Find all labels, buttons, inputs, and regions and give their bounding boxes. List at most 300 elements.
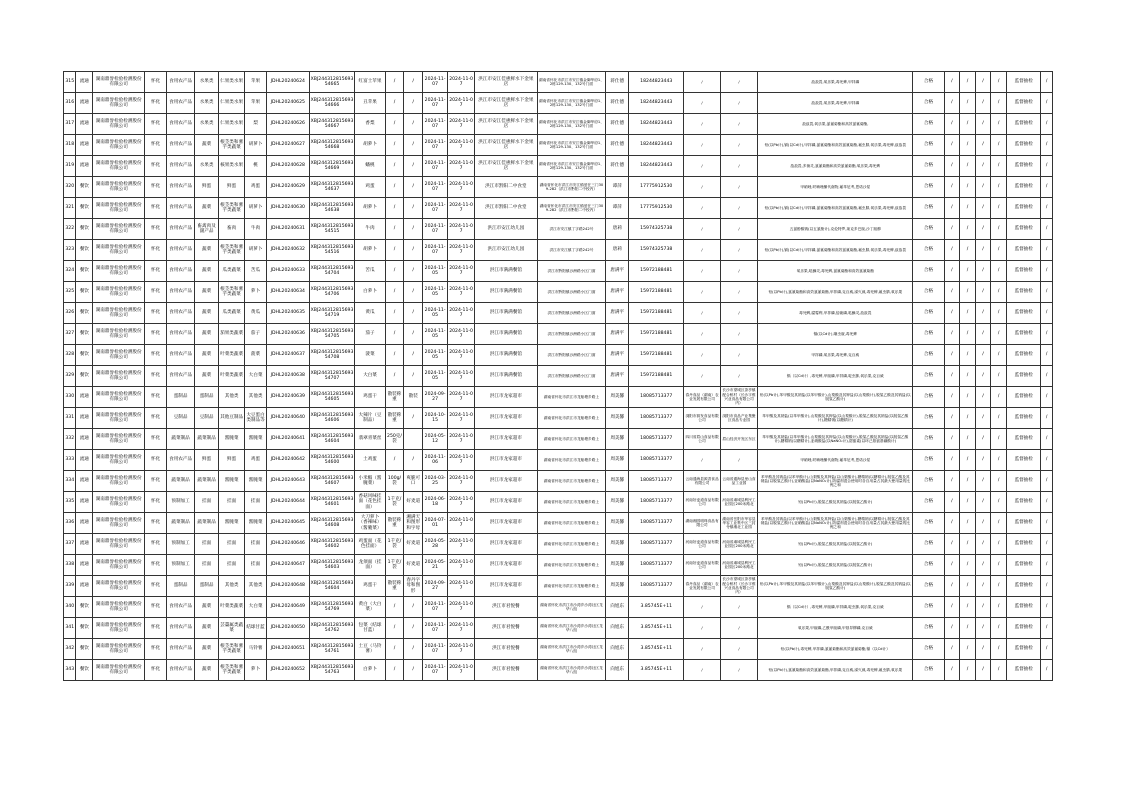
table-row [64,156,1053,177]
cell-cat1: 蔬菜 [195,639,219,660]
cell-report: XBJ24431281569354604 [309,429,355,450]
cell-sampledUnit: 洪江市龙家超市 [475,450,537,471]
cell-cat2: 仁果类水果 [219,72,245,93]
cell-sample: JDHL20240638 [266,366,309,387]
cell-link: 餐饮 [76,303,93,324]
cell-items: 五氯酚酸钠(以五氯酚计),克伦特罗,莱克多巴胺,沙丁胺醇 [758,219,913,240]
cell-report: XBJ24431281569354769 [309,597,355,618]
cell-c2: / [960,177,976,198]
cell-cat1: 蔬菜 [195,660,219,681]
cell-name: 蟠桃 [355,156,385,177]
cell-c1: / [944,93,960,114]
cell-brand: 散装称重 [385,513,404,534]
cell-place: 怀化 [145,660,167,681]
cell-mfr: / [684,345,720,366]
cell-phone: 18085713377 [629,534,684,555]
cell-cat2: 根茎类和薯芋类蔬菜 [219,639,245,660]
cell-c2: / [960,576,976,597]
cell-spec: / [404,324,423,345]
cell-sampledUnit: 洪江市龙家超市 [475,534,537,555]
cell-type: 食用农产品 [167,135,195,156]
cell-cat3: 苦瓜 [245,261,267,282]
cell-mfr: / [684,198,720,219]
cell-link: 餐饮 [76,597,93,618]
cell-org: 湖南鼎誉检验检测股份有限公司 [93,576,145,597]
cell-type: 食用农产品 [167,597,195,618]
cell-prodDate: 2024-11-07 [423,114,448,135]
cell-c3: / [975,240,991,261]
cell-cat1: 蛋制品 [195,576,219,597]
cell-name: 白萝卜 [355,282,385,303]
cell-mfr: 四川省眉山食品有限公司 [684,429,720,450]
cell-task: 监督抽检 [1007,534,1041,555]
cell-sampledUnit: 洪江市满满餐馆 [475,366,537,387]
cell-cat1: 蔬菜 [195,366,219,387]
cell-cat1: 挂面 [195,492,219,513]
cell-c3: / [975,387,991,408]
cell-items: 铅(以Pb计),氯氰菊酯和高效氯氰菊酯,甲拌磷,克百威,涕灭威,毒死蜱,氟虫腈,氧乐果 [758,660,913,681]
cell-report: XBJ24431281569354761 [309,639,355,660]
cell-sample: JDHL20240650 [266,618,309,639]
cell-sample: JDHL20240651 [266,639,309,660]
cell-sampleDate: 2024-11-07 [448,72,475,93]
cell-c4: / [991,597,1007,618]
cell-person: 蒋仕德 [606,93,629,114]
cell-spec: 湘满天和图形和字母 [404,513,423,534]
table-row [64,324,1053,345]
cell-seq: 321 [64,198,76,219]
cell-spec: 好麦道 [404,492,423,513]
cell-org: 湖南鼎誉检验检测股份有限公司 [93,156,145,177]
cell-note: / [1041,114,1053,135]
cell-seq: 323 [64,240,76,261]
cell-org: 湖南鼎誉检验检测股份有限公司 [93,72,145,93]
cell-note: / [1041,534,1053,555]
cell-result: 合格 [913,408,944,429]
cell-unitAddr: 洪江市黔阳镇沙洲路小区门面 [537,324,606,345]
cell-brand: / [385,135,404,156]
cell-brand: / [385,639,404,660]
cell-items: 铅(以Pb计),镉(以Cd计),甲拌磷,氯氰菊酯和高效氯氰菊酯,氟虫腈,氧乐果,毒死蜱,敌敌畏 [758,240,913,261]
cell-prodDate: 2024-11-05 [423,303,448,324]
cell-place: 怀化 [145,156,167,177]
cell-c3: / [975,450,991,471]
cell-seq: 340 [64,597,76,618]
cell-c3: / [975,618,991,639]
cell-org: 湖南鼎誉检验检测股份有限公司 [93,555,145,576]
cell-sampleDate: 2024-11-07 [448,429,475,450]
cell-spec: / [404,93,423,114]
cell-person: 唐满平 [606,303,629,324]
cell-sample: JDHL20240649 [266,597,309,618]
cell-prodDate: 2024-11-07 [423,660,448,681]
cell-cat2: 其他类 [219,387,245,408]
cell-result: 合格 [913,534,944,555]
cell-c3: / [975,261,991,282]
cell-mfrAddr: / [720,366,757,387]
cell-sample: JDHL20240627 [266,135,309,156]
cell-seq: 320 [64,177,76,198]
cell-brand: 250克/袋 [385,429,404,450]
cell-prodDate: 2024-05-21 [423,555,448,576]
cell-place: 怀化 [145,492,167,513]
cell-org: 湖南鼎誉检验检测股份有限公司 [93,114,145,135]
cell-place: 怀化 [145,576,167,597]
cell-c4: / [991,492,1007,513]
cell-c2: / [960,93,976,114]
cell-name: 大刀萝卜（香辣味）（酱腌菜） [355,513,385,534]
cell-brand: / [385,303,404,324]
cell-spec: / [404,303,423,324]
cell-c3: / [975,660,991,681]
cell-items: 铅(以Pb计),苯甲酸及其钠盐(以苯甲酸计),山梨酸及其钾盐(以山梨酸计),脱氢乙酸及其钠盐(以脱氢乙酸计) [758,576,913,597]
cell-c4: / [991,324,1007,345]
table-row [64,282,1053,303]
cell-person: 周美馨 [606,555,629,576]
cell-brand: / [385,219,404,240]
cell-cat1: 蔬菜 [195,303,219,324]
cell-c3: / [975,198,991,219]
cell-place: 怀化 [145,387,167,408]
cell-result: 合格 [913,303,944,324]
cell-sampleDate: 2024-11-07 [448,513,475,534]
cell-c1: / [944,597,960,618]
cell-link: 餐饮 [76,660,93,681]
cell-cat3: 萝卜 [245,282,267,303]
cell-sampleDate: 2024-11-07 [448,114,475,135]
cell-sampledUnit: 洪江市龙家超市 [475,555,537,576]
cell-org: 湖南鼎誉检验检测股份有限公司 [93,387,145,408]
cell-person: 唐莉 [606,240,629,261]
cell-seq: 336 [64,513,76,534]
cell-c4: / [991,366,1007,387]
cell-sampledUnit: 洪江市安江幼儿园 [475,240,537,261]
cell-name: 大辣片（豆制品） [355,408,385,429]
cell-cat3: 菠菜 [245,345,267,366]
cell-seq: 343 [64,660,76,681]
cell-brand: / [385,282,404,303]
cell-spec: / [404,261,423,282]
cell-c4: / [991,534,1007,555]
cell-cat3: 茄子 [245,324,267,345]
cell-c2: / [960,387,976,408]
cell-name: 胡萝卜 [355,135,385,156]
cell-cat1: 蛋制品 [195,387,219,408]
cell-org: 湖南鼎誉检验检测股份有限公司 [93,324,145,345]
cell-c3: / [975,282,991,303]
cell-c1: / [944,324,960,345]
cell-link: 流通 [76,555,93,576]
cell-type: 预制加工 [167,534,195,555]
cell-task: 监督抽检 [1007,387,1041,408]
cell-name: 包菜（结球甘蓝） [355,618,385,639]
cell-spec: 爽脆可口 [404,471,423,492]
cell-person: 周美馨 [606,471,629,492]
cell-sampledUnit: 洪江市满满餐馆 [475,261,537,282]
cell-prodDate: 2024-11-05 [423,261,448,282]
table-row [64,303,1053,324]
cell-c3: / [975,366,991,387]
cell-items: 铅(以Pb计),毒死蜱,甲拌磷,氯氰菊酯和高效氯氰菊酯,镉（以Cd计） [758,639,913,660]
inspection-results-table [63,71,1053,681]
cell-c4: / [991,450,1007,471]
cell-sample: JDHL20240652 [266,660,309,681]
cell-c1: / [944,177,960,198]
cell-person: 周美馨 [606,492,629,513]
cell-cat2: 瓜类蔬菜 [219,303,245,324]
cell-person: 周美馨 [606,387,629,408]
cell-sampledUnit: 洪江市龙家超市 [475,471,537,492]
cell-note: / [1041,597,1053,618]
cell-report: XBJ24431281569354666 [309,93,355,114]
cell-place: 怀化 [145,471,167,492]
cell-c2: / [960,534,976,555]
cell-sampledUnit: 洪江市君悦餐 [475,639,537,660]
cell-sample: JDHL20240645 [266,513,309,534]
cell-cat1: 水果类 [195,156,219,177]
cell-c1: / [944,513,960,534]
cell-spec: 好麦道 [404,555,423,576]
cell-sampleDate: 2024-11-07 [448,555,475,576]
cell-mfrAddr: / [720,135,757,156]
cell-task: 监督抽检 [1007,156,1041,177]
cell-c1: / [944,72,960,93]
cell-sampleDate: 2024-11-07 [448,282,475,303]
cell-mfr: / [684,135,720,156]
cell-prodDate: 2024-07-01 [423,513,448,534]
cell-link: 餐饮 [76,282,93,303]
cell-c1: / [944,135,960,156]
cell-org: 湖南鼎誉检验检测股份有限公司 [93,261,145,282]
cell-brand: 1千克/袋 [385,555,404,576]
cell-name: 鸡蛋干 [355,387,385,408]
cell-mfr: 河南好麦道食品有限公司 [684,555,720,576]
cell-sampledUnit: 洪江市满满餐馆 [475,282,537,303]
cell-sampleDate: 2024-11-07 [448,408,475,429]
cell-c1: / [944,198,960,219]
cell-task: 监督抽检 [1007,72,1041,93]
cell-c2: / [960,618,976,639]
cell-cat1: 挂面 [195,555,219,576]
cell-result: 合格 [913,513,944,534]
cell-cat1: 蔬菜 [195,597,219,618]
cell-name: 菠菜 [355,345,385,366]
cell-c3: / [975,576,991,597]
cell-cat3: 大豆蛋白类制品等 [245,408,267,429]
cell-mfr: / [684,660,720,681]
table-row [64,219,1053,240]
cell-c1: / [944,282,960,303]
cell-mfrAddr: / [720,282,757,303]
cell-org: 湖南鼎誉检验检测股份有限公司 [93,240,145,261]
cell-name: 香菇风味挂面（花色挂面） [355,492,385,513]
cell-items: 铅(以Pb计),苯甲酸及其钠盐(以苯甲酸计),山梨酸及其钾盐(以山梨酸计),脱氢乙酸及其钠盐(以脱氢乙酸计) [758,387,913,408]
cell-mfrAddr: / [720,114,757,135]
cell-prodDate: 2024-05-12 [423,429,448,450]
cell-cat2: 挂面 [219,555,245,576]
cell-seq: 332 [64,429,76,450]
cell-note: / [1041,450,1053,471]
cell-brand: / [385,366,404,387]
cell-result: 合格 [913,576,944,597]
cell-note: / [1041,324,1053,345]
cell-sampleDate: 2024-11-07 [448,219,475,240]
cell-prodDate: 2024-09-27 [423,576,448,597]
cell-items: 苯甲酸及其钠盐(以苯甲酸计),山梨酸及其钾盐(以山梨酸计),脱氢乙酸及其钠盐(以脱氢乙酸计),糖精钠(以糖精计),亚硝酸盐(以NaNO₂计),甜蜜素(以环己基氨基磺酸计) [758,429,913,450]
cell-items: 镉（以Cd计）,毒死蜱,甲胺磷,甲拌磷,啶虫脒,氧乐果,克百威 [758,366,913,387]
cell-brand: / [385,240,404,261]
cell-spec: / [404,618,423,639]
cell-c1: / [944,156,960,177]
cell-cat2: 根茎类和薯芋类蔬菜 [219,660,245,681]
cell-phone: 3.85745E+11 [629,597,684,618]
cell-report: XBJ24431281569354605 [309,387,355,408]
cell-brand: / [385,597,404,618]
cell-brand: / [385,660,404,681]
cell-mfr: 河南好麦道食品有限公司 [684,492,720,513]
cell-brand: / [385,93,404,114]
cell-sampledUnit: 洪江市龙家超市 [475,429,537,450]
table-row [64,72,1053,93]
cell-unitAddr: 湖南省怀化市洪江市安江镇爱在三门309-282（洪江市黔阳二中校内） [537,198,606,219]
cell-sample: JDHL20240630 [266,198,309,219]
cell-items: 敌敌畏,氧乐果,毒死蜱,甲拌磷 [758,72,913,93]
cell-items: 铅(以Pb计),脱氢乙酸及其钠盐(以脱氢乙酸计) [758,555,913,576]
cell-sampleDate: 2024-11-07 [448,324,475,345]
cell-c2: / [960,282,976,303]
cell-link: 餐饮 [76,324,93,345]
table-row [64,471,1053,492]
cell-phone: 3.85745E+11 [629,639,684,660]
cell-seq: 315 [64,72,76,93]
cell-type: 食用农产品 [167,282,195,303]
cell-prodDate: 2024-11-07 [423,93,448,114]
cell-items: 甲硝唑,呋喃唑酮代谢物,氟苯尼考,恩诺沙星 [758,450,913,471]
cell-items: 氧乐果,哒螨灵,毒死蜱,氯氰菊酯和高效氯氰菊酯 [758,261,913,282]
cell-link: 餐饮 [76,366,93,387]
cell-task: 监督抽检 [1007,219,1041,240]
cell-spec: / [404,660,423,681]
cell-phone: 15972188481 [629,261,684,282]
cell-sampleDate: 2024-11-07 [448,576,475,597]
cell-name: 土鸡蛋 [355,450,385,471]
cell-spec: / [404,219,423,240]
cell-prodDate: 2024-11-05 [423,324,448,345]
cell-cat2: 叶菜类蔬菜 [219,345,245,366]
cell-c2: / [960,345,976,366]
cell-link: 流通 [76,513,93,534]
cell-task: 监督抽检 [1007,114,1041,135]
cell-sampleDate: 2024-11-07 [448,387,475,408]
cell-type: 食用农产品 [167,660,195,681]
cell-result: 合格 [913,471,944,492]
cell-note: / [1041,492,1053,513]
cell-c1: / [944,429,960,450]
cell-sampledUnit: 洪江市龙家超市 [475,408,537,429]
cell-phone: 18244823443 [629,72,684,93]
cell-seq: 334 [64,471,76,492]
cell-org: 湖南鼎誉检验检测股份有限公司 [93,345,145,366]
cell-cat3: 黄瓜 [245,303,267,324]
cell-prodDate: 2024-11-07 [423,219,448,240]
cell-c2: / [960,660,976,681]
cell-link: 餐饮 [76,261,93,282]
cell-c2: / [960,72,976,93]
cell-report: XBJ24431281569354705 [309,324,355,345]
cell-c2: / [960,261,976,282]
cell-person: 周美馨 [606,513,629,534]
cell-cat2: 畜肉 [219,219,245,240]
cell-mfrAddr: / [720,261,757,282]
cell-cat1: 蔬菜制品 [195,429,219,450]
cell-report: XBJ24431281569354606 [309,408,355,429]
table-row [64,555,1053,576]
cell-note: / [1041,177,1053,198]
cell-mfrAddr: 云南省通海县里山食品工业园 [720,471,757,492]
table-row [64,345,1053,366]
cell-brand: / [385,345,404,366]
cell-mfrAddr: / [720,303,757,324]
table-row [64,639,1053,660]
cell-type: 食用农产品 [167,93,195,114]
cell-spec: / [404,156,423,177]
cell-spec: / [404,450,423,471]
cell-c4: / [991,177,1007,198]
cell-c3: / [975,408,991,429]
cell-c4: / [991,93,1007,114]
cell-place: 怀化 [145,324,167,345]
cell-sampleDate: 2024-11-07 [448,303,475,324]
cell-type: 食用农产品 [167,618,195,639]
cell-c3: / [975,513,991,534]
cell-cat2: 其他豆制品 [219,408,245,429]
table-row [64,618,1053,639]
cell-link: 流通 [76,576,93,597]
cell-c2: / [960,303,976,324]
cell-unitAddr: 湖南省怀化市洪江市龙船塘乡路上 [537,408,606,429]
cell-cat1: 蔬菜 [195,324,219,345]
cell-note: / [1041,156,1053,177]
cell-cat3: 苹果 [245,72,267,93]
cell-seq: 318 [64,135,76,156]
cell-cat3: 挂面 [245,534,267,555]
cell-c2: / [960,450,976,471]
cell-spec: / [404,198,423,219]
cell-c1: / [944,471,960,492]
table-row [64,366,1053,387]
cell-sample: JDHL20240648 [266,576,309,597]
cell-cat2: 挂面 [219,534,245,555]
cell-task: 监督抽检 [1007,450,1041,471]
cell-prodDate: 2024-05-28 [423,534,448,555]
cell-type: 食用农产品 [167,303,195,324]
cell-c3: / [975,93,991,114]
cell-link: 流通 [76,72,93,93]
cell-unitAddr: 洪江市黔阳镇沙洲路小区门面 [537,345,606,366]
cell-spec: / [404,597,423,618]
cell-result: 合格 [913,198,944,219]
cell-name: 鸡蛋面（花色挂面） [355,534,385,555]
cell-unitAddr: 湖南省怀化市洪江市龙船塘乡路上 [537,450,606,471]
cell-prodDate: 2024-11-07 [423,618,448,639]
cell-sample: JDHL20240644 [266,492,309,513]
cell-note: / [1041,618,1053,639]
cell-phone: 3.85745E+11 [629,660,684,681]
cell-prodDate: 2024-11-07 [423,240,448,261]
cell-spec: 春丹字母和图形 [404,576,423,597]
cell-place: 怀化 [145,135,167,156]
cell-c2: / [960,492,976,513]
